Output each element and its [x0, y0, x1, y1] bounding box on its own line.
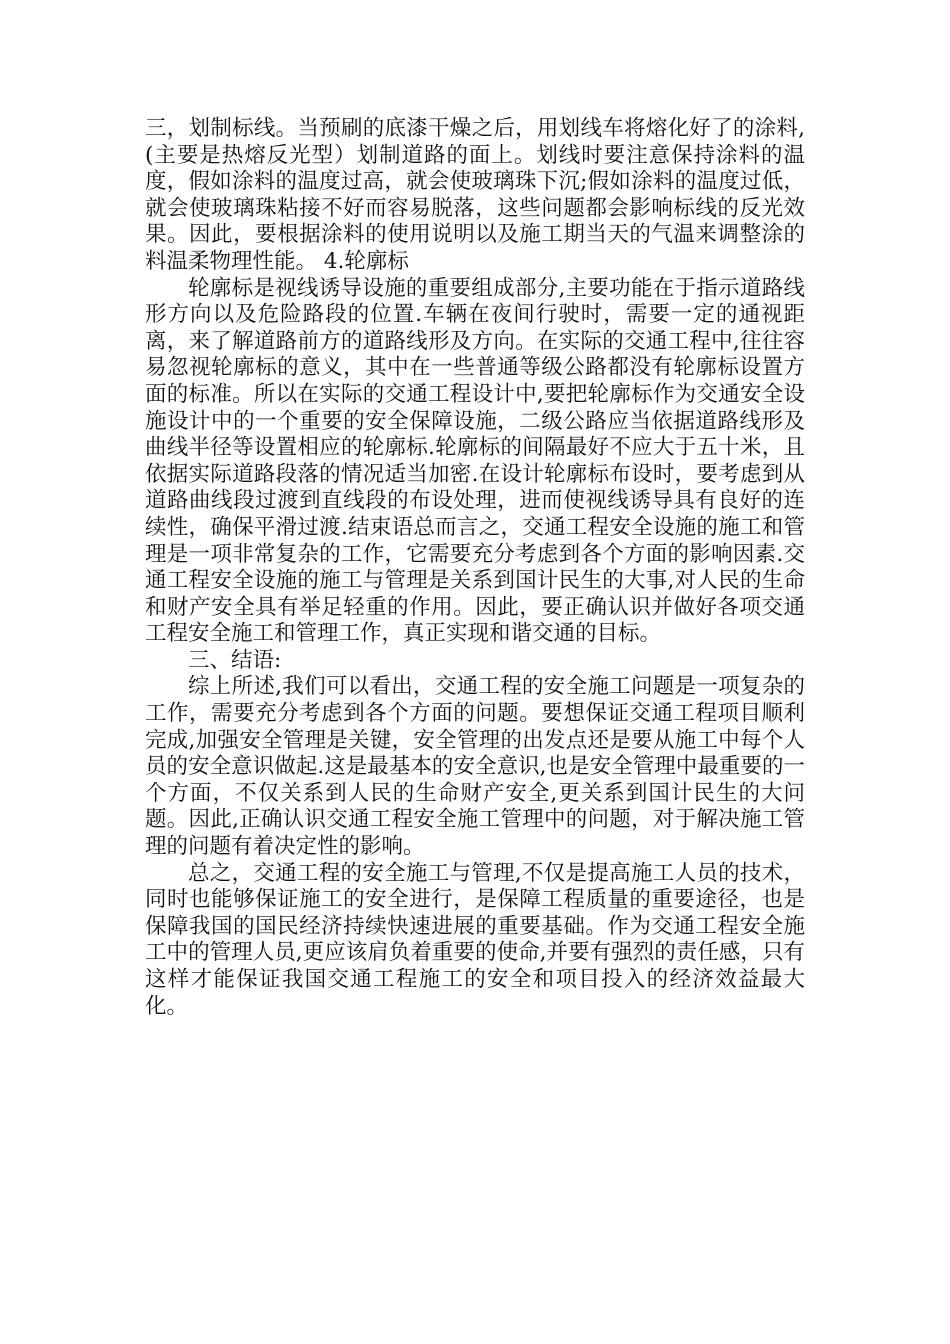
section-heading-conclusion: 三、结语: — [188, 647, 282, 673]
paragraph-marking-lines: 三，划制标线。当预刷的底漆干燥之后，用划线车将熔化好了的涂料,(主要是热熔反光型）划制道路的面上。划线时要注意保持涂料的温度，假如涂料的温度过高，就会使玻璃珠下沉;假如涂料的温度过低，就会使玻璃珠粘接不好而容易脱落，这些问题都会影响标线的反光效果。因此，要根据涂料的使用说明以及施工期当天的气温来调整涂的料温柔物理性能。 4.轮廓标 — [145, 116, 805, 274]
paragraph-final: 总之，交通工程的安全施工与管理,不仅是提高施工人员的技术，同时也能够保证施工的安全进行，是保障工程质量的重要途径，也是保障我国的国民经济持续快速进展的重要基础。作为交通工程安全施工中的管理人员,更应该肩负着重要的使命,并要有强烈的责任感，只有这样才能保证我国交通工程施工的安全和项目投入的经济效益最大化。 — [145, 860, 805, 1019]
paragraph-summary: 综上所述,我们可以看出，交通工程的安全施工问题是一项复杂的工作，需要充分考虑到各个方面的问题。要想保证交通工程项目顺利完成,加强安全管理是关键，安全管理的出发点还是要从施工中每个人员的安全意识做起.这是最基本的安全意识,也是安全管理中最重要的一个方面，不仅关系到人民的生命财产安全,更关系到国计民生的大问题。因此,正确认识交通工程安全施工管理中的问题，对于解决施工管理的问题有着决定性的影响。 — [145, 674, 805, 860]
paragraph-delineators: 轮廓标是视线诱导设施的重要组成部分,主要功能在于指示道路线形方向以及危险路段的位置.车辆在夜间行驶时，需要一定的通视距离，来了解道路前方的道路线形及方向。在实际的交通工程中,往往容易忽视轮廓标的意义，其中在一些普通等级公路都没有轮廓标设置方面的标准。所以在实际的交通工程设计中,要把轮廓标作为交通安全设施设计中的一个重要的安全保障设施，二级公路应当依据道路线形及曲线半径等设置相应的轮廓标.轮廓标的间隔最好不应大于五十米，且依据实际道路段落的情况适当加密.在设计轮廓标布设时，要考虑到从道路曲线段过渡到直线段的布设处理，进而使视线诱导具有良好的连续性，确保平滑过渡.结束语总而言之，交通工程安全设施的施工和管理是一项非常复杂的工作，它需要充分考虑到各个方面的影响因素.交通工程安全设施的施工与管理是关系到国计民生的大事,对人民的生命和财产安全具有举足轻重的作用。因此，要正确认识并做好各项交通工程安全施工和管理工作，真正实现和谐交通的目标。 — [145, 275, 805, 647]
document-body — [145, 116, 805, 1020]
